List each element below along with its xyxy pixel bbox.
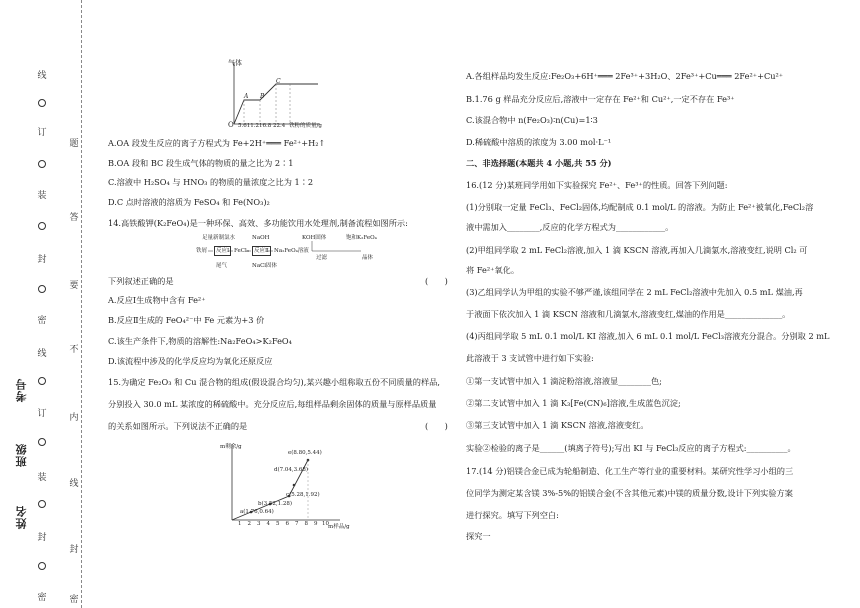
flow-reaction-2: 反应Ⅱ <box>254 248 269 254</box>
inner-char: 不 <box>69 345 79 355</box>
inner-char: 封 <box>69 545 79 555</box>
q14-answer-paren: ( ) <box>425 276 448 286</box>
q15-point-b: b(3.52,1.28) <box>258 501 293 507</box>
flow-nacl-solid: NaCl固体 <box>252 263 278 269</box>
q15-option-a: A.各组样品均发生反应:Fe₂O₃+6H⁺═══ 2Fe³⁺+3H₂O、2Fe³⁺+Cu═══ 2Fe²⁺+Cu²⁺ <box>466 71 784 81</box>
xtick: 1 <box>238 521 242 527</box>
flow-crystal: 晶体 <box>362 255 374 261</box>
q15-chart-xlabel: m样品/g <box>328 524 350 530</box>
q15-point-e: e(8.80,5.44) <box>288 450 322 456</box>
q15-point-d: d(7.04,3.68) <box>274 467 309 473</box>
q17-line: 进行探究。填写下列空白: <box>466 510 559 520</box>
section-heading: 二、非选择题(本题共 4 小题,共 55 分) <box>466 158 612 168</box>
binding-circle <box>38 160 46 168</box>
inner-char: 线 <box>69 479 79 489</box>
q17-line: 探究一 <box>466 531 491 541</box>
q14-question: 下列叙述正确的是 <box>108 276 174 286</box>
margin-char: 封 <box>37 533 47 543</box>
q16-line: (2)甲组同学取 2 mL FeCl₂溶液,加入 1 滴 KSCN 溶液,再加入几滴氯水,溶液变红,说明 Cl₂ 可 <box>466 245 808 255</box>
q13-graph-ylabel: 气体 <box>228 59 242 67</box>
inner-char: 答 <box>69 213 79 223</box>
flow-label-naoh: NaOH <box>252 235 270 241</box>
margin-char: 密 <box>37 593 47 603</box>
q14-option-a: A.反应Ⅰ生成物中含有 Fe²⁺ <box>108 295 206 305</box>
exam-number-label: 考号 <box>15 378 28 402</box>
xtick: 6 <box>285 521 289 527</box>
q16-line: (1)分别取一定量 FeCl₃、FeCl₂固体,均配制成 0.1 mol/L 的溶液。为防止 Fe²⁺被氧化,FeCl₂溶 <box>466 202 814 212</box>
binding-line <box>81 0 82 608</box>
flow-arrows <box>196 231 426 275</box>
q16-line: 实验②检验的离子是______(填离子符号);写出 KI 与 FeCl₃反应的离子方程式:__________。 <box>466 443 796 453</box>
binding-circle <box>38 500 46 508</box>
q15-option-c: C.该混合物中 n(Fe₂O₃)∶n(Cu)=1∶3 <box>466 115 598 125</box>
flow-filter: 过滤 <box>316 255 328 261</box>
q14-option-d: D.该流程中涉及的化学反应均为氧化还原反应 <box>108 356 273 366</box>
flow-tail-gas: 尾气 <box>216 263 228 269</box>
flow-fecl3: FeCl₃ <box>234 248 249 254</box>
name-label: 姓名 <box>15 505 28 529</box>
margin-char: 装 <box>37 473 47 483</box>
q16-line: 将 Fe²⁺氧化。 <box>466 265 520 275</box>
inner-char: 要 <box>69 281 79 291</box>
q17-line: 17.(14 分)铝镁合金已成为轮船制造、化工生产等行业的重要材料。某研究性学习小组的三 <box>466 466 794 476</box>
q14-stem: 14.高铁酸钾(K₂FeO₄)是一种环保、高效、多功能饮用水处理剂,制备流程如图所示: <box>108 218 408 228</box>
class-label: 班级 <box>15 443 28 467</box>
xtick: 5 <box>276 521 280 527</box>
q13-graph-xlabel: 铁粉的质量/g <box>289 123 322 129</box>
q13-option-b: B.OA 段和 BC 段生成气体的物质的量之比为 2∶1 <box>108 158 294 168</box>
q15-stem-3: 的关系如图所示。下列说法不正确的是 <box>108 421 248 431</box>
q13-option-a: A.OA 段发生反应的离子方程式为 Fe+2H⁺═══ Fe²⁺+H₂↑ <box>108 138 326 148</box>
q13-point-b: B <box>260 93 265 100</box>
q16-line: 此溶液于 3 支试管中进行如下实验: <box>466 353 594 363</box>
inner-char: 题 <box>69 139 79 149</box>
margin-char: 装 <box>37 191 47 201</box>
q15-point-c: c(5.28,1.92) <box>286 492 320 498</box>
q16-line: ①第一支试管中加入 1 滴淀粉溶液,溶液显________色; <box>466 376 662 386</box>
binding-circle <box>38 285 46 293</box>
binding-circle <box>38 438 46 446</box>
q13-graph-origin: O <box>228 121 234 129</box>
q15-answer-paren: ( ) <box>425 421 448 431</box>
flow-label-kohsolid: KOH固体 <box>302 235 327 241</box>
q13-option-c: C.溶液中 H₂SO₄ 与 HNO₃ 的物质的量浓度之比为 1∶2 <box>108 177 314 187</box>
margin-char: 订 <box>37 128 47 138</box>
margin-char: 订 <box>37 409 47 419</box>
margin-char: 封 <box>37 255 47 265</box>
q14-flowchart <box>196 231 426 275</box>
q16-line: 16.(12 分)某班同学用如下实验探究 Fe²⁺、Fe³⁺的性质。回答下列问题: <box>466 180 728 190</box>
flow-reaction-1: 反应Ⅰ <box>216 248 230 254</box>
q13-point-a: A <box>244 93 249 100</box>
xtick: 8 <box>304 521 308 527</box>
q13-graph-ticks: 5.611.216.8 22.4 <box>238 123 286 129</box>
q15-chart <box>218 440 348 532</box>
xtick: 4 <box>266 521 270 527</box>
q16-line: (4)丙组同学取 5 mL 0.1 mol/L KI 溶液,加入 6 mL 0.1 mol/L FeCl₃溶液充分混合。分别取 2 mL <box>466 331 830 341</box>
q16-line: 于液面下依次加入 1 滴 KSCN 溶液和几滴氯水,溶液变红,煤油的作用是______________。 <box>466 309 791 319</box>
q17-line: 位同学为测定某含镁 3%-5%的铝镁合金(不含其他元素)中镁的质量分数,设计下列实验方案 <box>466 488 793 498</box>
q15-stem-2: 分别投入 30.0 mL 某浓度的稀硫酸中。充分反应后,每组样品剩余固体的质量与原样品质量 <box>108 399 437 409</box>
q15-chart-ylabel: m剩余/g <box>220 444 242 450</box>
flow-na2feo4-solution: Na₂FeO₄溶液 <box>274 248 309 254</box>
flow-iron: 铁屑 <box>196 248 208 254</box>
q16-line: ②第二支试管中加入 1 滴 K₃[Fe(CN)₆]溶液,生成蓝色沉淀; <box>466 398 681 408</box>
q14-option-b: B.反应Ⅱ生成的 FeO₄²⁻中 Fe 元素为+3 价 <box>108 315 265 325</box>
binding-circle <box>38 99 46 107</box>
binding-circle <box>38 222 46 230</box>
q13-option-d: D.C 点时溶液的溶质为 FeSO₄ 和 Fe(NO₃)₂ <box>108 197 270 207</box>
q16-line: 液中需加入________,反应的化学方程式为____________。 <box>466 222 674 232</box>
q16-line: ③第三支试管中加入 1 滴 KSCN 溶液,溶液变红。 <box>466 420 649 430</box>
flow-label-k2feo4: 饱和K₂FeO₄ <box>346 235 377 241</box>
xtick: 10 <box>322 521 329 527</box>
q15-stem-1: 15.为确定 Fe₂O₃ 和 Cu 混合物的组成(假设混合均匀),某兴趣小组称取五份不同质量的样品, <box>108 377 440 387</box>
margin-char: 线 <box>37 71 47 81</box>
q13-point-c: C <box>276 78 281 85</box>
inner-char: 密 <box>69 595 79 605</box>
margin-char: 线 <box>37 349 47 359</box>
xtick: 3 <box>257 521 261 527</box>
flow-label-chlorine: 足量新制氯水 <box>202 235 236 241</box>
xtick: 9 <box>314 521 318 527</box>
binding-circle <box>38 562 46 570</box>
q15-option-b: B.1.76 g 样品充分反应后,溶液中一定存在 Fe²⁺和 Cu²⁺,一定不存在 Fe³⁺ <box>466 94 735 104</box>
q14-option-c: C.该生产条件下,物质的溶解性:Na₂FeO₄>K₂FeO₄ <box>108 336 292 346</box>
xtick: 7 <box>295 521 299 527</box>
binding-circle <box>38 377 46 385</box>
margin-char: 密 <box>37 316 47 326</box>
q15-point-a: a(1.76,0.64) <box>240 509 274 515</box>
inner-char: 内 <box>69 413 79 423</box>
q16-line: (3)乙组同学认为甲组的实验不够严谨,该组同学在 2 mL FeCl₂溶液中先加入 0.5 mL 煤油,再 <box>466 287 803 297</box>
q15-option-d: D.稀硫酸中溶质的浓度为 3.00 mol·L⁻¹ <box>466 137 612 147</box>
xtick: 2 <box>247 521 251 527</box>
